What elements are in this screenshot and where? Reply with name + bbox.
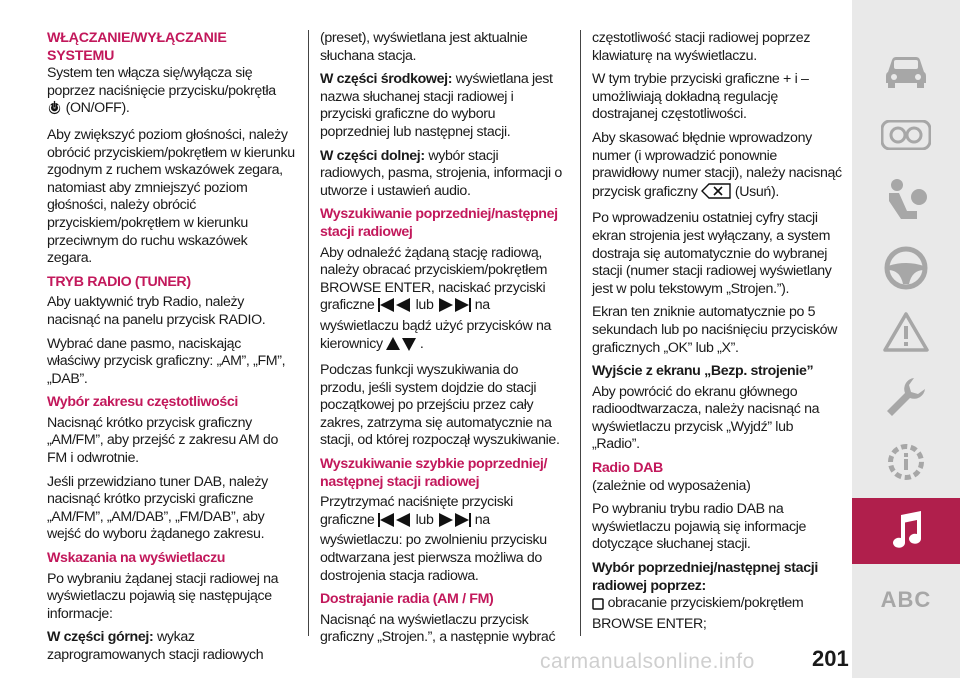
paragraph: Jeśli przewidziano tuner DAB, należy nacisnąć krótko przyciski graficzne „AM/FM”, „AM/DAB”, „FM/DAB”, aby wejść do wyboru żądanego zakresu.	[47, 473, 268, 543]
bold-text: W części środkowej:	[320, 71, 453, 88]
heading-fast-search: Wyszukiwanie szybkie poprzedniej/ następnej stacji radiowej	[320, 456, 548, 490]
chapter-sidebar	[852, 0, 960, 678]
bold-text: W części górnej:	[47, 629, 154, 646]
paragraph	[47, 65, 295, 121]
next-icon	[437, 298, 471, 318]
heading-radio-tuning: Dostrajanie radia (AM / FM)	[320, 591, 494, 608]
sidebar-item-multimedia[interactable]	[852, 498, 960, 564]
sidebar-item-warning[interactable]	[852, 302, 960, 362]
column-3	[592, 30, 842, 639]
text: na wyświetlaczu: po zwolnieniu przycisku odtwarzana jest pierwsza możliwa do dostrojenia stacja radiowa.	[320, 511, 547, 584]
heading-display-info: Wskazania na wyświetlaczu	[47, 550, 226, 567]
text: lub	[415, 297, 434, 314]
seat-airbag-icon	[883, 177, 929, 223]
sidebar-item-driving[interactable]	[852, 238, 960, 298]
column-2	[320, 30, 566, 653]
previous-icon	[378, 298, 412, 318]
next-icon	[437, 513, 471, 533]
sidebar-item-index[interactable]	[852, 570, 960, 630]
paragraph	[592, 130, 842, 204]
paragraph: Nacisnąć krótko przycisk graficzny „AM/FM”, aby przejść z zakresu AM do FM i odwrotnie.	[47, 414, 279, 467]
car-icon	[882, 50, 930, 90]
paragraph: (preset), wyświetlana jest aktualnie słuchana stacja.	[320, 30, 528, 64]
text: obracanie przyciskiem/pokrętłem BROWSE ENTER;	[592, 595, 804, 632]
text: .	[419, 335, 424, 352]
dashboard-icon	[881, 120, 931, 150]
wrench-icon	[884, 375, 928, 419]
text: (ON/OFF).	[65, 100, 130, 117]
steering-wheel-icon	[884, 246, 928, 290]
sidebar-item-safety[interactable]	[852, 170, 960, 230]
paragraph: Aby zwiększyć poziom głośności, należy obrócić przyciskiem/pokrętłem w kierunku zgodnym z ruchem wskazówek zegara, natomiast aby zmniejszyć poziom głośności, należy obrócić przyciskiem/pokrętłem w kierunku przeciwnym do ruchu wskazówek zegara.	[47, 126, 295, 267]
sidebar-item-car[interactable]	[852, 40, 960, 100]
warning-triangle-icon	[883, 312, 929, 352]
paragraph	[320, 71, 566, 141]
text: Aby skasować błędnie wprowadzony numer (i wprowadzić ponownie prawidłowy numer stacji), należy nacisnąć przycisk graficzny	[592, 129, 842, 200]
delete-icon	[701, 183, 731, 205]
paragraph: częstotliwość stacji radiowej poprzez klawiaturę na wyświetlaczu.	[592, 30, 811, 64]
heading-prev-next-selection: Wybór poprzedniej/następnej stacji radiowej poprzez:	[592, 560, 818, 594]
steering-up-down-icon	[386, 337, 416, 357]
sidebar-item-technical-data[interactable]	[852, 432, 960, 492]
paragraph: Po wybraniu żądanej stacji radiowej na wyświetlaczu pojawią się następujące informacje:	[47, 570, 279, 622]
heading-station-search: Wyszukiwanie poprzedniej/następnej stacji radiowej	[320, 206, 558, 240]
watermark: carmanualsonline.info	[540, 650, 755, 673]
paragraph: Aby uaktywnić tryb Radio, należy nacisnąć na panelu przycisk RADIO.	[47, 294, 266, 328]
heading-system-on-off: WŁĄCZANIE/WYŁĄCZANIE SYSTEMU	[47, 30, 227, 64]
info-gear-icon	[883, 439, 929, 485]
paragraph: Ekran ten zniknie automatycznie po 5 sekundach lub po naciśnięciu przycisków graficznych „OK” lub „X”.	[592, 304, 838, 356]
paragraph	[320, 494, 566, 585]
text: Przytrzymać naciśnięte przyciski graficzne	[320, 494, 513, 528]
heading-exit-tuning: Wyjście z ekranu „Bezp. strojenie”	[592, 363, 814, 380]
previous-icon	[378, 513, 412, 533]
text: wyświetlana jest nazwa słuchanej stacji radiowej i przyciski graficzne do wyboru poprzedniej lub następnej stacji.	[320, 71, 553, 140]
paragraph	[47, 629, 295, 664]
text: System ten włącza się/wyłącza się poprzez naciśnięcie przycisku/pokrętła	[47, 65, 276, 99]
heading-band-selection: Wybór zakresu częstotliwości	[47, 394, 238, 411]
paragraph: W tym trybie przyciski graficzne + i – umożliwiają dokładną regulację dostrajanej częstotliwości.	[592, 71, 809, 123]
text: Aby odnaleźć żądaną stację radiową, należy obracać przyciskiem/pokrętłem BROWSE ENTER, naciskać przyciski graficzne	[320, 244, 548, 314]
paragraph	[320, 245, 566, 357]
text: lub	[415, 511, 434, 528]
paragraph: Po wprowadzeniu ostatniej cyfry stacji ekran strojenia jest wyłączany, a system dostraja się automatycznie do wybranej stacji (numer stacji radiowej wyświetlany jest w polu tekstowym „Strojen.”).	[592, 210, 832, 297]
column-1	[47, 30, 295, 671]
column-divider	[580, 30, 581, 636]
text: na wyświetlaczu bądź użyć przycisków na kierownicy	[320, 297, 552, 352]
paragraph: Nacisnąć na wyświetlaczu przycisk graficzny „Strojen.”, a następnie wybrać	[320, 611, 556, 646]
paragraph: Podczas funkcji wyszukiwania do przodu, jeśli system dojdzie do stacji początkowej po przejściu przez cały zakres, zatrzyma się automatycznie na stacji, od której rozpoczął wyszukiwanie.	[320, 362, 560, 449]
sidebar-item-maintenance[interactable]	[852, 367, 960, 427]
index-abc-label: ABC	[880, 587, 932, 612]
text: wybór stacji radiowych, pasma, strojenia, informacji o utworze i ustawień audio.	[320, 147, 562, 199]
music-note-icon	[889, 511, 923, 551]
bold-text: W części dolnej:	[320, 147, 425, 164]
heading-radio-mode: TRYB RADIO (TUNER)	[47, 273, 191, 290]
paragraph: Po wybraniu trybu radio DAB na wyświetlaczu pojawią się informacje dotyczące słuchanej stacji.	[592, 501, 807, 553]
bullet-square-icon	[592, 598, 604, 616]
text: (Usuń).	[734, 183, 779, 200]
paragraph: Aby powrócić do ekranu głównego radioodtwarzacza, należy nacisnąć na wyświetlaczu przycisk „Wyjdź” lub „Radio”.	[592, 383, 820, 453]
column-divider	[308, 30, 309, 636]
power-icon	[47, 100, 62, 121]
paragraph	[320, 148, 566, 201]
paragraph: Wybrać dane pasmo, naciskając właściwy przycisk graficzny: „AM”, „FM”, „DAB”.	[47, 335, 286, 387]
sidebar-item-dashboard[interactable]	[852, 105, 960, 165]
paragraph	[592, 595, 842, 633]
text: wykaz zaprogramowanych stacji radiowych	[47, 629, 264, 663]
page-number: 201	[812, 646, 849, 671]
paragraph: (zależnie od wyposażenia)	[592, 477, 751, 494]
heading-dab-radio: Radio DAB	[592, 460, 663, 477]
